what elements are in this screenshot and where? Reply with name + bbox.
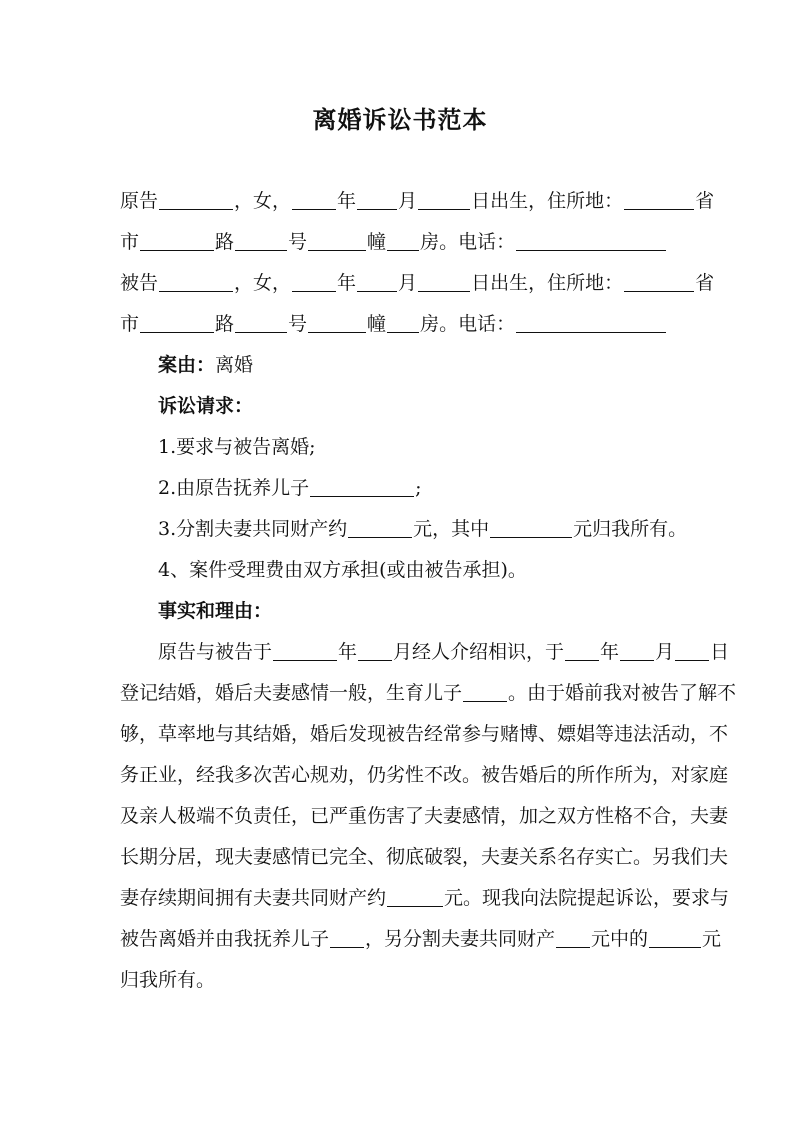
- plaintiff-birth-month-blank[interactable]: [357, 189, 397, 210]
- defendant-birth-month-blank[interactable]: [357, 271, 397, 292]
- meet-month-blank[interactable]: [358, 640, 392, 661]
- plaintiff-line-1: 原告 ，女， 年 月 日出生，住所地： 省: [120, 190, 715, 212]
- document-title: 离婚诉讼书范本: [312, 105, 488, 134]
- defendant-line-2: 市 路 号 幢 房。电话：: [120, 304, 730, 345]
- total-property-blank[interactable]: [348, 517, 412, 538]
- marry-month-blank[interactable]: [620, 640, 654, 661]
- defendant-phone-blank[interactable]: [516, 312, 666, 333]
- claim-item-2: 2.由原告抚养儿子 ;: [158, 477, 422, 499]
- facts-line-1: 原告与被告于 年 月经人介绍相识，于 年 月 日: [158, 641, 730, 663]
- plaintiff-building-blank[interactable]: [387, 230, 419, 251]
- facts-line-2: 登记结婚，婚后夫妻感情一般，生育儿子 。由于婚前我对被告了解不: [120, 682, 737, 704]
- defendant-road-blank[interactable]: [235, 312, 287, 333]
- case-cause-value: 离婚: [215, 354, 254, 376]
- claims-heading: 诉讼请求：: [158, 395, 254, 417]
- plaintiff-city-blank[interactable]: [140, 230, 214, 251]
- plaintiff-label: 原告: [120, 190, 159, 212]
- meet-year-blank[interactable]: [273, 640, 337, 661]
- defendant-number-blank[interactable]: [308, 312, 366, 333]
- claim-item-3: 3.分割夫妻共同财产约 元，其中 元归我所有。: [158, 518, 688, 540]
- facts-line-4: 务正业，经我多次苦心规劝，仍劣性不改。被告婚后的所作所为，对家庭: [120, 764, 729, 786]
- defendant-label: 被告: [120, 272, 159, 294]
- plaintiff-province-blank[interactable]: [624, 189, 694, 210]
- facts-line-7: 妻存续期间拥有夫妻共同财产约 元。现我向法院提起诉讼，要求与: [120, 887, 730, 909]
- plaintiff-name-blank[interactable]: [159, 189, 233, 210]
- case-cause-line: [120, 345, 730, 386]
- plaintiff-birth-day-blank[interactable]: [418, 189, 470, 210]
- claim-item-1: 1.要求与被告离婚;: [158, 436, 316, 458]
- marry-year-blank[interactable]: [565, 640, 599, 661]
- claim-item-4: 4、案件受理费由双方承担(或由被告承担)。: [158, 559, 527, 581]
- defendant-province-blank[interactable]: [624, 271, 694, 292]
- facts-line-6: 长期分居，现夫妻感情已完全、彻底破裂，夫妻关系名存实亡。另我们夫: [120, 846, 729, 868]
- son-count-blank[interactable]: [463, 681, 507, 702]
- custody-son-blank[interactable]: [330, 927, 364, 948]
- facts-line-8: 被告离婚并由我抚养儿子 ，另分割夫妻共同财产 元中的 元: [120, 928, 722, 950]
- marry-day-blank[interactable]: [675, 640, 709, 661]
- joint-property-blank[interactable]: [387, 886, 443, 907]
- son-name-blank[interactable]: [310, 476, 414, 497]
- plaintiff-number-blank[interactable]: [308, 230, 366, 251]
- defendant-building-blank[interactable]: [387, 312, 419, 333]
- plaintiff-line-2: 市 路 号 幢 房。电话：: [120, 222, 730, 263]
- case-cause-label: 案由：: [158, 354, 216, 376]
- facts-line-5: 及亲人极端不负责任，已严重伤害了夫妻感情，加之双方性格不合，夫妻: [120, 805, 729, 827]
- facts-heading: 事实和理由：: [158, 600, 273, 622]
- defendant-birth-year-blank[interactable]: [292, 271, 336, 292]
- defendant-birth-day-blank[interactable]: [418, 271, 470, 292]
- facts-line-9: 归我所有。: [120, 969, 216, 991]
- plaintiff-road-blank[interactable]: [235, 230, 287, 251]
- own-property-blank[interactable]: [490, 517, 572, 538]
- defendant-city-blank[interactable]: [140, 312, 214, 333]
- plaintiff-birth-year-blank[interactable]: [292, 189, 336, 210]
- defendant-line-1: 被告 ，女， 年 月 日出生，住所地： 省: [120, 272, 715, 294]
- plaintiff-phone-blank[interactable]: [516, 230, 666, 251]
- split-share-blank[interactable]: [649, 927, 701, 948]
- defendant-name-blank[interactable]: [159, 271, 233, 292]
- split-total-blank[interactable]: [556, 927, 590, 948]
- document-body: [120, 181, 737, 1001]
- facts-line-3: 够，草率地与其结婚，婚后发现被告经常参与赌博、嫖娼等违法活动，不: [120, 723, 729, 745]
